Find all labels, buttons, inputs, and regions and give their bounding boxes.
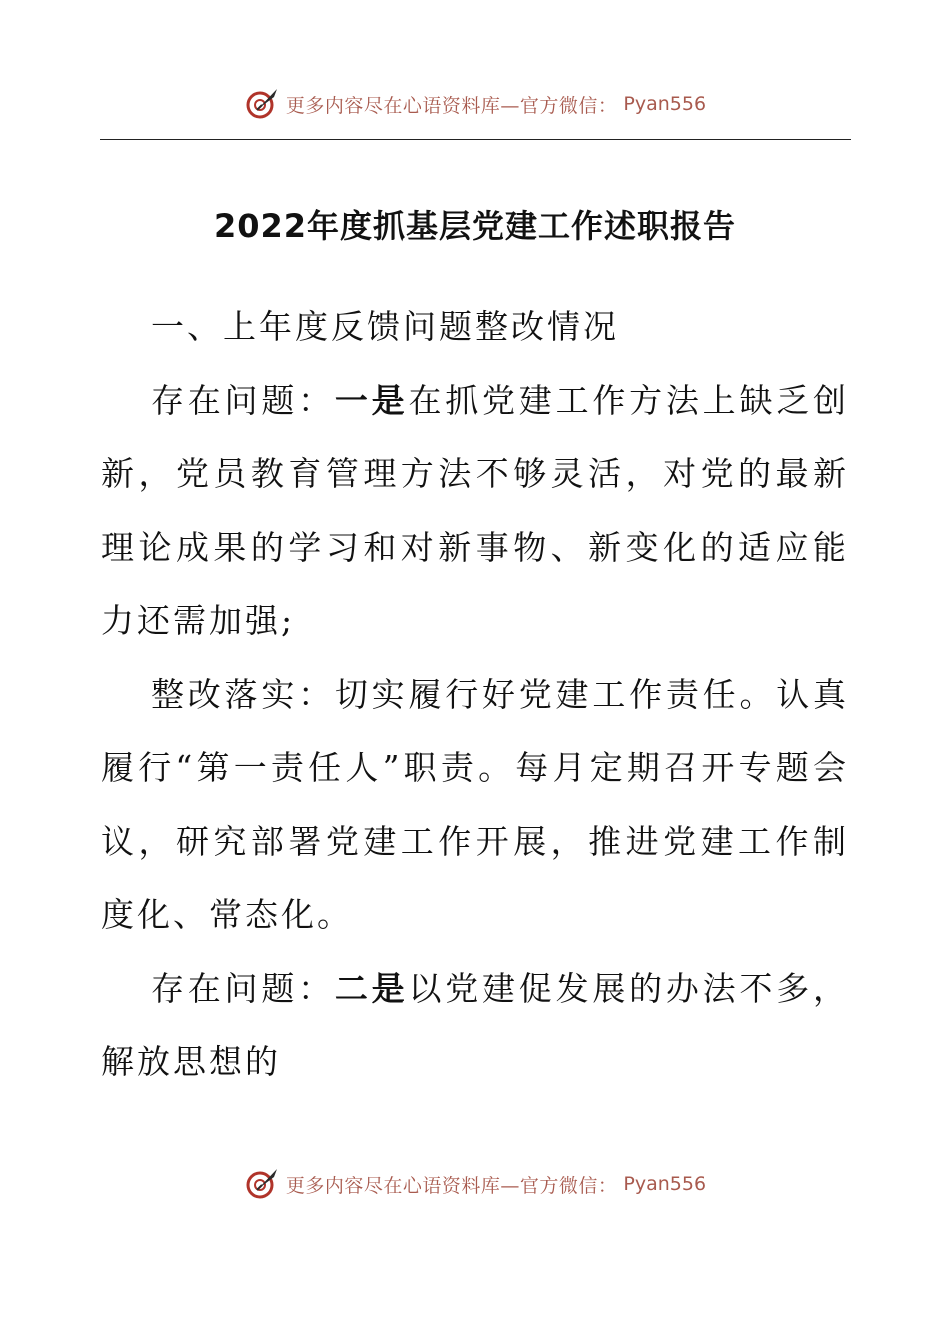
document-body: [101, 290, 849, 1099]
issue-label: 存在问题：: [151, 968, 335, 1008]
issue-ordinal: 一是: [334, 380, 409, 420]
document-title: 2022年度抓基层党建工作述职报告: [213, 207, 737, 245]
footer-watermark: [0, 1164, 950, 1204]
rectification-label: 整改落实：: [151, 674, 335, 714]
issue-ordinal: 二是: [334, 968, 409, 1008]
issue-text: 以党建促发展的办法不多，解放思想的: [101, 968, 850, 1081]
quill-logo-icon: [244, 86, 280, 122]
section-heading: 一、上年度反馈问题整改情况: [151, 307, 619, 346]
header-watermark: [0, 84, 950, 124]
issue-paragraph-1: [101, 364, 849, 658]
rectification-paragraph-1: [101, 658, 849, 952]
rectification-text: 切实履行好党建工作责任。认真履行“第一责任人”职责。每月定期召开专题会议，研究部署党建工作开展，推进党建工作制度化、常态化。: [101, 674, 850, 934]
issue-text: 在抓党建工作方法上缺乏创新，党员教育管理方法不够灵活，对党的最新理论成果的学习和对新事物、新变化的适应能力还需加强;: [101, 380, 850, 640]
watermark-text: 更多内容尽在心语资料库—官方微信：: [285, 94, 618, 117]
issue-label: 存在问题：: [151, 380, 335, 420]
quill-logo-icon: [244, 1166, 280, 1202]
watermark-wechat-id: Pyan556: [623, 1173, 707, 1195]
issue-paragraph-2: [101, 952, 849, 1099]
watermark-wechat-id: Pyan556: [623, 93, 707, 115]
watermark-text: 更多内容尽在心语资料库—官方微信：: [285, 1174, 618, 1197]
header-divider: [100, 139, 851, 140]
